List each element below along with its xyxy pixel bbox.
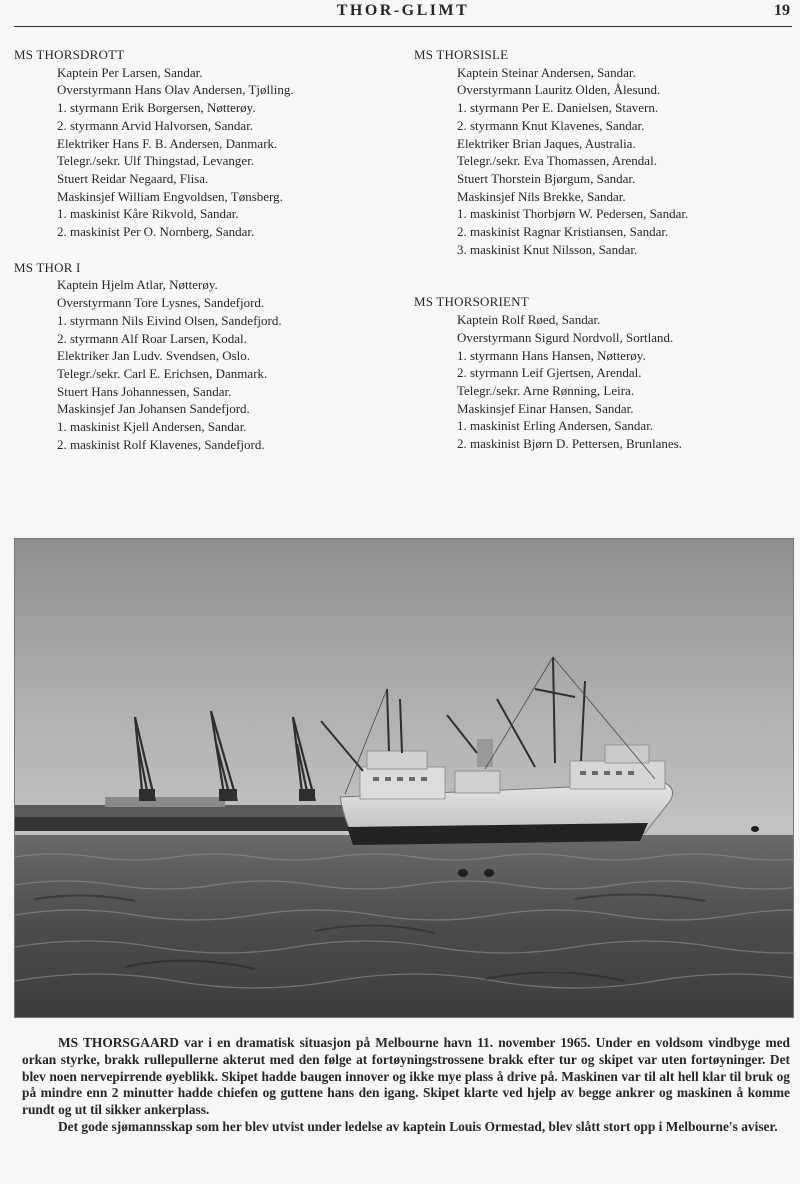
crew-line: Maskinsjef Jan Johansen Sandefjord. <box>57 401 250 417</box>
crew-line: Maskinsjef Nils Brekke, Sandar. <box>457 188 626 204</box>
ship-block-thorsorient <box>414 293 794 452</box>
ship-name: MS THOR I <box>14 259 81 275</box>
crew-line: Elektriker Hans F. B. Andersen, Danmark. <box>57 135 278 151</box>
crew-line: 1. maskinist Thorbjørn W. Pedersen, Sandar. <box>457 206 689 222</box>
crew-column-right <box>414 46 794 453</box>
crew-list <box>14 64 399 241</box>
crew-line: Overstyrmann Tore Lysnes, Sandefjord. <box>57 295 265 311</box>
crew-line: 1. styrmann Per E. Danielsen, Stavern. <box>457 100 659 116</box>
crew-line: Elektriker Jan Ludv. Svendsen, Oslo. <box>57 348 251 364</box>
crew-line: 2. styrmann Arvid Halvorsen, Sandar. <box>57 117 254 133</box>
crew-line: 3. maskinist Knut Nilsson, Sandar. <box>457 241 638 257</box>
crew-line: 2. maskinist Bjørn D. Pettersen, Brunlanes. <box>457 436 682 452</box>
crew-line: Kaptein Hjelm Atlar, Nøtterøy. <box>57 277 218 293</box>
crew-line: 1. styrmann Nils Eivind Olsen, Sandefjord. <box>57 312 282 328</box>
ship-name: MS THORSDROTT <box>14 47 125 62</box>
crew-line: Maskinsjef Einar Hansen, Sandar. <box>457 400 634 416</box>
photo-caption <box>22 1035 790 1136</box>
crew-line: 2. maskinist Per O. Nornberg, Sandar. <box>57 224 255 240</box>
crew-line: 1. maskinist Erling Andersen, Sandar. <box>457 418 654 434</box>
crew-line: Stuert Hans Johannessen, Sandar. <box>57 383 232 399</box>
caption-paragraph: Det gode sjømannsskap som her blev utvist under ledelse av kaptein Louis Ormestad, blev slått stort opp i Melbourne's aviser. <box>58 1118 778 1134</box>
crew-line: Telegr./sekr. Eva Thomassen, Arendal. <box>457 153 657 169</box>
harbour-photo-illustration <box>15 539 793 1017</box>
crew-line: 2. styrmann Leif Gjertsen, Arendal. <box>457 365 642 381</box>
ship-photograph <box>14 538 794 1018</box>
crew-line: 2. styrmann Knut Klavenes, Sandar. <box>457 117 645 133</box>
crew-list <box>414 311 794 453</box>
crew-line: 1. maskinist Kjell Andersen, Sandar. <box>57 419 247 435</box>
crew-line: 2. maskinist Ragnar Kristiansen, Sandar. <box>457 224 669 240</box>
crew-line: Overstyrmann Hans Olav Andersen, Tjølling. <box>57 82 294 98</box>
crew-line: 2. maskinist Rolf Klavenes, Sandefjord. <box>57 436 265 452</box>
crew-line: Overstyrmann Sigurd Nordvoll, Sortland. <box>457 329 674 345</box>
crew-line: Stuert Thorstein Bjørgum, Sandar. <box>457 170 636 186</box>
ship-name: MS THORSISLE <box>414 47 509 62</box>
crew-line: Kaptein Rolf Røed, Sandar. <box>457 312 601 328</box>
crew-line: Telegr./sekr. Ulf Thingstad, Levanger. <box>57 153 255 169</box>
crew-column-left <box>14 46 399 453</box>
ship-block-thor-i <box>14 259 399 454</box>
crew-line: Telegr./sekr. Carl E. Erichsen, Danmark. <box>57 365 268 381</box>
page-number: 19 <box>774 2 790 19</box>
caption-paragraph: MS THORSGAARD var i en dramatisk situasjon på Melbourne havn 11. november 1965. Under en voldsom vindbyge med orkan styrke, brakk rullepullerne akterut med den følge at fortøyningstrossene brakk efter tur og skipet var uten fortøyninger. Det blev noen nervepirrende øyeblikk. Skipet hadde baugen innover og ikke mye plass å drive på. Maskinen var til alt hell klar til bruk og på mindre enn 2 minutter hadde chiefen og guttene hans den igang. Skipet klarte ved hjelp av begge ankrer og maskinen å komme rundt og ut til sikker ankerplass. <box>22 1035 790 1118</box>
page-header <box>14 0 792 27</box>
crew-line: Telegr./sekr. Arne Rønning, Leira. <box>457 382 635 398</box>
crew-list <box>14 276 399 453</box>
crew-line: 2. styrmann Alf Roar Larsen, Kodal. <box>57 330 247 346</box>
ship-name: MS THORSORIENT <box>414 294 529 310</box>
crew-line: Kaptein Steinar Andersen, Sandar. <box>457 64 636 80</box>
crew-line: 1. styrmann Hans Hansen, Nøtterøy. <box>457 347 646 363</box>
ship-block-thorsisle <box>414 46 794 258</box>
crew-list <box>414 64 794 259</box>
ship-block-thorsdrott <box>14 46 399 241</box>
crew-line: Elektriker Brian Jaques, Australia. <box>457 135 636 151</box>
crew-line: Kaptein Per Larsen, Sandar. <box>57 64 203 80</box>
magazine-title: THOR-GLIMT <box>336 2 470 19</box>
crew-line: Stuert Reidar Negaard, Flisa. <box>57 170 209 186</box>
crew-line: 1. styrmann Erik Borgersen, Nøtterøy. <box>57 100 256 116</box>
crew-line: Maskinsjef William Engvoldsen, Tønsberg. <box>57 188 283 204</box>
crew-line: Overstyrmann Lauritz Olden, Ålesund. <box>457 82 661 98</box>
crew-line: 1. maskinist Kåre Rikvold, Sandar. <box>57 206 239 222</box>
